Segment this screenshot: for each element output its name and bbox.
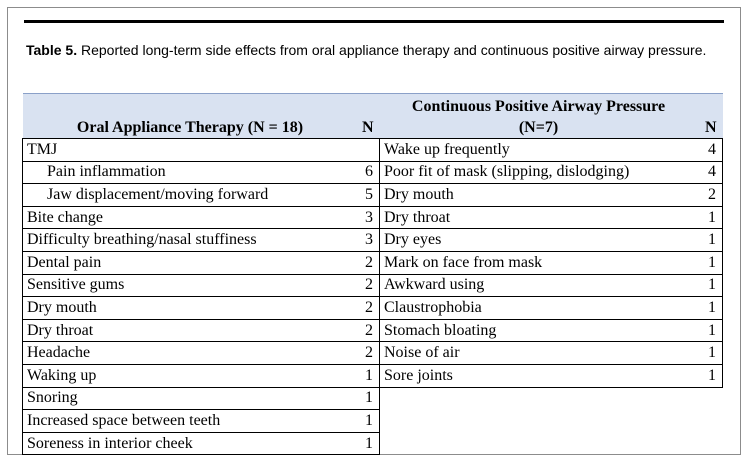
- oral-appliance-count: 6: [358, 161, 380, 184]
- cpap-effect: Dry mouth: [380, 184, 698, 207]
- oral-appliance-effect: Soreness in interior cheek: [23, 432, 358, 455]
- oral-appliance-count: 2: [358, 342, 380, 365]
- empty-cell: [380, 387, 698, 410]
- oral-appliance-count: 2: [358, 274, 380, 297]
- oral-appliance-effect: Difficulty breathing/nasal stuffiness: [23, 229, 358, 252]
- table-body: [23, 139, 723, 455]
- oral-appliance-count: 1: [358, 364, 380, 387]
- table-row: [23, 319, 723, 342]
- cpap-count: 1: [698, 297, 723, 320]
- empty-cell: [698, 432, 723, 455]
- cpap-effect: Sore joints: [380, 364, 698, 387]
- empty-cell: [380, 410, 698, 433]
- caption-text: Reported long-term side effects from oral appliance therapy and continuous positive airway pressure.: [77, 42, 707, 58]
- empty-cell: [698, 387, 723, 410]
- oral-appliance-effect: Bite change: [23, 206, 358, 229]
- oral-appliance-effect: Increased space between teeth: [23, 410, 358, 433]
- cpap-count: 4: [698, 161, 723, 184]
- oral-appliance-count: 2: [358, 319, 380, 342]
- cpap-effect: Noise of air: [380, 342, 698, 365]
- header-cpap: [380, 94, 698, 139]
- oral-appliance-count: 2: [358, 297, 380, 320]
- table-row: [23, 387, 723, 410]
- cpap-effect: Poor fit of mask (slipping, dislodging): [380, 161, 698, 184]
- header-cpap-line2: (N=7): [518, 119, 559, 136]
- table-row: [23, 139, 723, 162]
- oral-appliance-effect: Snoring: [23, 387, 358, 410]
- table-row: [23, 274, 723, 297]
- cpap-effect: Stomach bloating: [380, 319, 698, 342]
- oral-appliance-count: 1: [358, 410, 380, 433]
- empty-cell: [698, 410, 723, 433]
- table-caption: [26, 40, 726, 60]
- caption-label: Table 5.: [26, 42, 78, 58]
- oral-appliance-count: 2: [358, 251, 380, 274]
- oral-appliance-effect: Sensitive gums: [23, 274, 358, 297]
- oral-appliance-count: 3: [358, 206, 380, 229]
- header-cpap-line1: Continuous Positive Airway Pressure: [411, 98, 666, 115]
- cpap-count: 1: [698, 364, 723, 387]
- table-row: [23, 432, 723, 455]
- cpap-effect: Wake up frequently: [380, 139, 698, 162]
- table-row: [23, 161, 723, 184]
- table-row: [23, 410, 723, 433]
- oral-appliance-count: 1: [358, 387, 380, 410]
- oral-appliance-count: [358, 139, 380, 162]
- cpap-count: 1: [698, 229, 723, 252]
- cpap-count: 1: [698, 342, 723, 365]
- table-row: [23, 229, 723, 252]
- cpap-count: 1: [698, 251, 723, 274]
- cpap-effect: Dry throat: [380, 206, 698, 229]
- cpap-effect: Awkward using: [380, 274, 698, 297]
- oral-appliance-effect: Dry mouth: [23, 297, 358, 320]
- header-n-cpap: N: [698, 94, 723, 139]
- oral-appliance-count: 3: [358, 229, 380, 252]
- oral-appliance-effect: Dental pain: [23, 251, 358, 274]
- cpap-count: 2: [698, 184, 723, 207]
- oral-appliance-effect: Pain inflammation: [23, 161, 358, 184]
- top-rule: [24, 20, 724, 23]
- header-row: [23, 94, 723, 139]
- table-row: [23, 206, 723, 229]
- cpap-effect: Mark on face from mask: [380, 251, 698, 274]
- header-n-oral: N: [358, 94, 380, 139]
- oral-appliance-effect: TMJ: [23, 139, 358, 162]
- oral-appliance-count: 5: [358, 184, 380, 207]
- table-row: [23, 342, 723, 365]
- oral-appliance-effect: Jaw displacement/moving forward: [23, 184, 358, 207]
- oral-appliance-count: 1: [358, 432, 380, 455]
- header-oral-appliance: Oral Appliance Therapy (N = 18): [23, 94, 358, 139]
- oral-appliance-effect: Headache: [23, 342, 358, 365]
- oral-appliance-effect: Waking up: [23, 364, 358, 387]
- cpap-effect: Claustrophobia: [380, 297, 698, 320]
- cpap-count: 1: [698, 319, 723, 342]
- oral-appliance-effect: Dry throat: [23, 319, 358, 342]
- table-row: [23, 184, 723, 207]
- cpap-effect: Dry eyes: [380, 229, 698, 252]
- cpap-count: 1: [698, 274, 723, 297]
- side-effects-table: [22, 93, 723, 455]
- cpap-count: 4: [698, 139, 723, 162]
- table-row: [23, 251, 723, 274]
- cpap-count: 1: [698, 206, 723, 229]
- table-row: [23, 297, 723, 320]
- empty-cell: [380, 432, 698, 455]
- table-row: [23, 364, 723, 387]
